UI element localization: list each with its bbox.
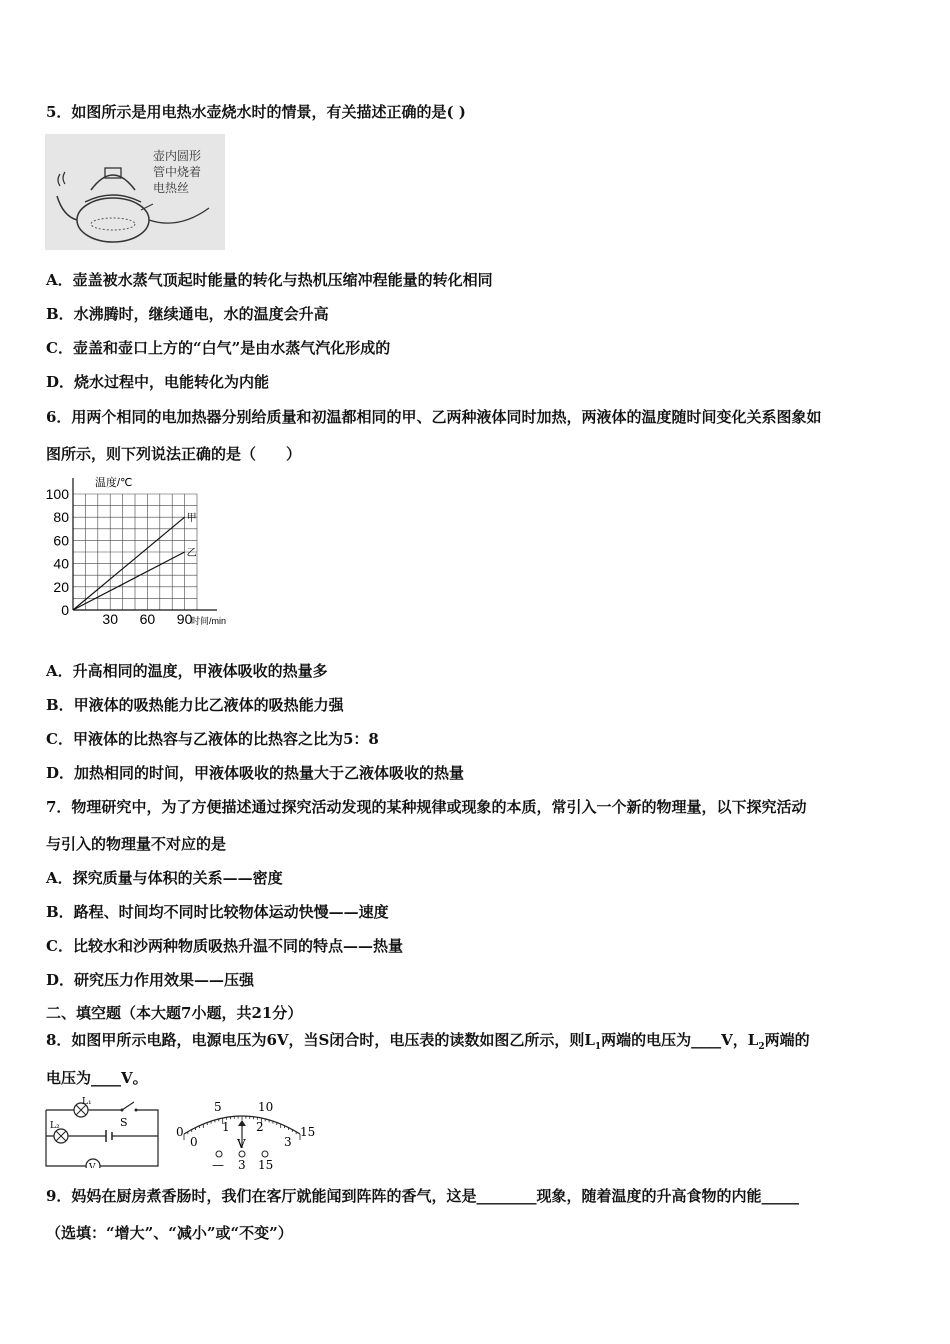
battery-icon <box>106 1130 112 1142</box>
q7-option-c: C．比较水和沙两种物质吸热升温不同的特点——热量 <box>46 937 403 955</box>
terminal-label: 15 <box>258 1158 274 1172</box>
switch-icon <box>122 1102 134 1110</box>
dial-outer-label: 15 <box>300 1125 316 1139</box>
kettle-caption-line: 壶内圆形 <box>153 149 202 163</box>
y-tick-label: 20 <box>53 578 69 595</box>
dial-outer-label: 5 <box>214 1100 222 1114</box>
dial-inner-label: 0 <box>190 1135 198 1149</box>
q6-stem-line1: 6．用两个相同的电加热器分别给质量和初温都相同的甲、乙两种液体同时加热，两液体的温度随时间变化关系图象如 <box>46 408 822 426</box>
chart-axes <box>73 478 217 610</box>
q8-sub2: 2 <box>758 1042 765 1052</box>
q6-option-b: B．甲液体的吸热能力比乙液体的吸热能力强 <box>46 696 344 714</box>
q8-stem-line2: 电压为____V。 <box>46 1069 148 1087</box>
q9-stem-line1: 9．妈妈在厨房煮香肠时，我们在客厅就能闻到阵阵的香气，这是________现象，随着温度的升高食物的内能_____ <box>46 1187 799 1205</box>
q5-stem: 5．如图所示是用电热水壶烧水时的情景，有关描述正确的是( ) <box>46 103 466 121</box>
x-tick-label: 30 <box>102 611 118 627</box>
q5-option-c: C．壶盖和壶口上方的“白气”是由水蒸气汽化形成的 <box>46 339 391 357</box>
q8-text-part1: 8．如图甲所示电路，电源电压为6V，当S闭合时，电压表的读数如图乙所示，则L <box>46 1031 595 1049</box>
y-tick-label: 40 <box>53 555 69 572</box>
section-title: 二、填空题（本大题7小题，共21分） <box>46 1004 303 1022</box>
kettle-figure <box>45 134 225 250</box>
q5-option-d: D．烧水过程中，电能转化为内能 <box>46 373 270 391</box>
x-tick-label: 60 <box>139 611 156 627</box>
q8-sub1: 1 <box>594 1042 602 1052</box>
dial-outer-label: 10 <box>258 1100 274 1114</box>
q7-option-d: D．研究压力作用效果——压强 <box>46 971 255 989</box>
q7-option-a: A．探究质量与体积的关系——密度 <box>46 869 283 887</box>
chart-y-axis-label: 温度/℃ <box>95 477 133 489</box>
lamp-l1-label: L₁ <box>82 1097 92 1107</box>
q5-option-b: B．水沸腾时，继续通电，水的温度会升高 <box>46 305 329 323</box>
q8-text-part3: 两端的 <box>764 1031 810 1049</box>
circuit-diagram <box>44 1096 164 1168</box>
y-tick-label: 80 <box>53 509 69 526</box>
dial-inner-label: 1 <box>222 1120 230 1134</box>
q8-text-part2: 两端的电压为____V，L <box>601 1031 759 1049</box>
y-tick-label: 60 <box>53 532 69 549</box>
terminal-label: 3 <box>238 1158 246 1172</box>
y-tick-label: 100 <box>45 486 69 502</box>
kettle-caption-line: 电热丝 <box>153 181 190 195</box>
q7-stem-line1: 7．物理研究中，为了方便描述通过探究活动发现的某种规律或现象的本质，常引入一个新的物理量，以下探究活动 <box>46 798 807 816</box>
dial-inner-label: 2 <box>256 1120 264 1134</box>
terminal-label: — <box>212 1158 224 1172</box>
q6-option-a: A．升高相同的温度，甲液体吸收的热量多 <box>46 662 328 680</box>
q6-option-c: C．甲液体的比热容与乙液体的比热容之比为5：8 <box>46 730 379 748</box>
kettle-caption-line: 管中烧着 <box>153 165 202 179</box>
temperature-chart <box>45 474 245 630</box>
q9-stem-line2: （选填：“增大”、“减小”或“不变”） <box>46 1224 293 1242</box>
switch-label: S <box>120 1116 128 1129</box>
dial-inner-label: 3 <box>284 1135 292 1149</box>
dial-outer-label: 0 <box>176 1125 184 1139</box>
q5-option-a: A．壶盖被水蒸气顶起时能量的转化与热机压缩冲程能量的转化相同 <box>46 271 493 289</box>
q6-option-d: D．加热相同的时间，甲液体吸收的热量大于乙液体吸收的热量 <box>46 764 465 782</box>
series-label: 甲 <box>186 513 197 525</box>
series-label: 乙 <box>186 548 197 559</box>
chart-x-axis-label: 时间/min <box>191 616 227 626</box>
q8-stem-line1 <box>46 1030 810 1057</box>
voltmeter-label: V <box>89 1163 96 1168</box>
y-tick-label: 0 <box>61 602 69 618</box>
q6-stem-line2: 图所示，则下列说法正确的是（ ） <box>46 445 302 463</box>
kettle-drawing <box>45 134 225 250</box>
q7-stem-line2: 与引入的物理量不对应的是 <box>46 835 227 853</box>
x-tick-label: 90 <box>176 611 193 627</box>
q7-option-b: B．路程、时间均不同时比较物体运动快慢——速度 <box>46 903 389 921</box>
series-line <box>73 552 185 610</box>
dial-unit: V <box>237 1137 246 1151</box>
voltmeter-dial <box>172 1098 322 1172</box>
lamp-l2-label: L₂ <box>50 1121 60 1131</box>
chart-grid <box>73 494 197 610</box>
